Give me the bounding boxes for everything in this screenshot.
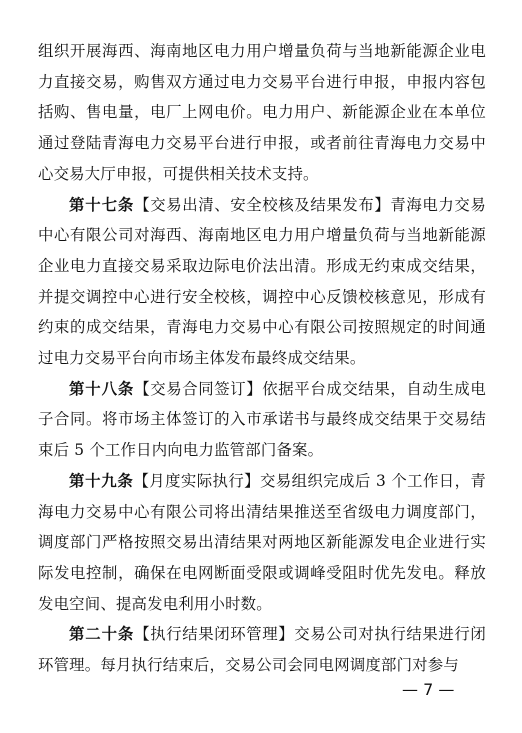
page-number: — 7 — bbox=[402, 680, 455, 699]
paragraph-text: 【月度实际执行】交易组织完成后 3 个工作日，青海电力交易中心有限公司将出清结果推送至省级电力调度部门，调度部门严格按照交易出清结果对两地区新能源发电企业进行实际发电控制，确保在电网断面受限或调峰受阻时优先发电。释放发电空间、提高发电利用小时数。 bbox=[38, 471, 486, 613]
article-number: 第二十条 bbox=[69, 625, 135, 644]
article-number: 第十七条 bbox=[69, 195, 135, 214]
paragraph-text: 【交易合同签订】依据平台成交结果，自动生成电子合同。将市场主体签订的入市承诺书与最终成交结果于交易结束后 5 个工作日内向电力监管部门备案。 bbox=[38, 379, 486, 460]
article-19-paragraph bbox=[38, 466, 486, 620]
paragraph-text: 【执行结果闭环管理】交易公司对执行结果进行闭环管理。每月执行结束后，交易公司会同电网调度部门对参与 bbox=[38, 625, 486, 675]
article-number: 第十八条 bbox=[69, 379, 135, 398]
paragraph-continuation bbox=[38, 36, 486, 190]
article-18-paragraph bbox=[38, 374, 486, 466]
article-20-paragraph bbox=[38, 619, 486, 680]
paragraph-text: 组织开展海西、海南地区电力用户增量负荷与当地新能源企业电力直接交易，购售双方通过电力交易平台进行申报，申报内容包括购、售电量，电厂上网电价。电力用户、新能源企业在本单位通过登陆青海电力交易平台进行申报，或者前往青海电力交易中心交易大厅申报，可提供相关技术支持。 bbox=[38, 42, 486, 183]
document-page bbox=[38, 36, 486, 681]
article-17-paragraph bbox=[38, 190, 486, 374]
paragraph-text: 【交易出清、安全校核及结果发布】青海电力交易中心有限公司对海西、海南地区电力用户增量负荷与当地新能源企业电力直接交易采取边际电价法出清。形成无约束成交结果，并提交调控中心进行安全校核，调控中心反馈校核意见，形成有约束的成交结果，青海电力交易中心有限公司按照规定的时间通过电力交易平台向市场主体发布最终成交结果。 bbox=[38, 195, 486, 368]
article-number: 第十九条 bbox=[69, 471, 134, 490]
